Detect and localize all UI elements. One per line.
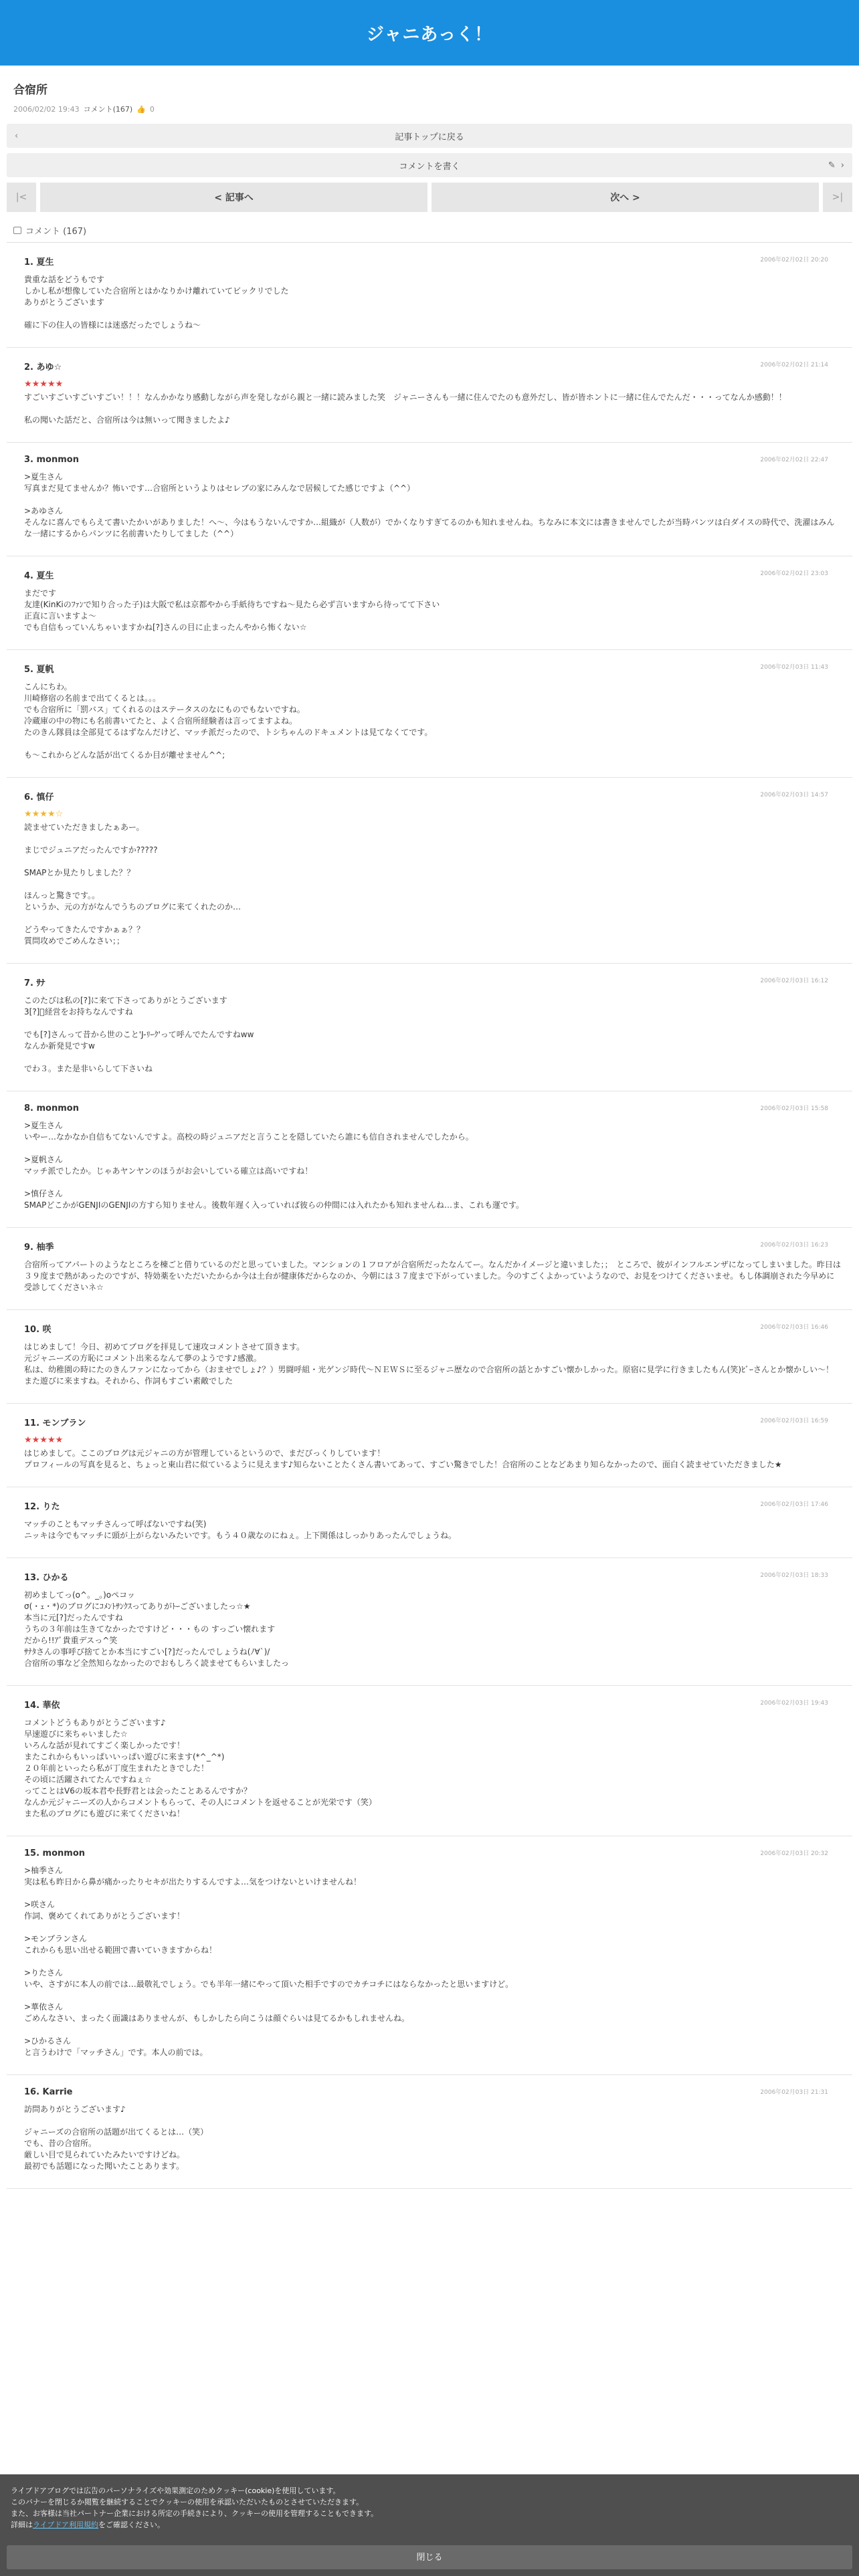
comment-icon	[13, 227, 21, 234]
comments-header-label: コメント (167)	[25, 227, 87, 237]
comment-author: 15. monmon	[24, 1848, 86, 1858]
comment-body: 訪問ありがとうございます♪ ジャニーズの合宿所の話題が出てくるとは…（笑） でも、昔の合宿所。 厳しい目で見られていたみたいですけどね。 最初でも話題になった聞いたことあります。	[24, 2105, 209, 2171]
comment-date: 2006年02月03日 20:32	[760, 1850, 828, 1857]
comment-date: 2006年02月03日 21:31	[760, 2089, 828, 2096]
comment-author: 6. 慎仔	[24, 792, 54, 802]
chevron-left-icon: ‹	[15, 130, 19, 141]
comment-item	[7, 1404, 852, 1487]
comment-item	[7, 348, 852, 443]
comment-date: 2006年02月03日 11:43	[760, 664, 828, 671]
comment-date: 2006年02月03日 16:59	[760, 1418, 828, 1424]
comment-item	[7, 1836, 852, 2075]
comment-date: 2006年02月03日 19:43	[760, 1700, 828, 1707]
comment-item	[7, 2075, 852, 2189]
comment-author: 5. 夏帆	[24, 665, 54, 675]
comment-item	[7, 650, 852, 778]
comment-body: まだです 友達(KinKiのﾌｧﾝで知り合った子)は大阪で私は京都やから手紙待ちですね〜見たら必ず言いますから待ってて下さい 正直に言いますよ〜 でも自信もっていんちゃいますかね[?]さんの目に止まったんやから怖くない☆	[24, 588, 440, 632]
comment-author: 11. モンブラン	[24, 1418, 86, 1428]
comment-date: 2006年02月03日 14:57	[760, 792, 828, 798]
comment-body: >柚季さん 実は私も昨日から鼻が痛かったりセキが出たりするんですよ…気をつけないといけませんね！ >咲さん 作詞、褒めてくれてありがとうございます！ >モンブランさん これからも思い出せる範囲で書いていきますからね！ >りたさん いや、さすがに本人の前では…最敬礼でしょう。でも半年一緒にやって頂いた相手ですのでカチコチにはならなかったと思いますけど。 >華依さん ごめんなさい、まったく面識はありませんが、もしかしたら向こうは顔ぐらいは見てるかもしれませんね。 >ひかるさん と言うわけで「マッチさん」です。本人の前では。	[24, 1866, 514, 2057]
comment-item	[7, 1091, 852, 1228]
article-title: 合宿所	[13, 84, 47, 97]
comment-author: 8. monmon	[24, 1103, 79, 1113]
comment-date: 2006年02月03日 16:23	[760, 1242, 828, 1249]
comment-body: このたびは私の[?]に来て下さってありがとうございます 3[?]ﾞ経営をお持ちなんですね でも[?]さんって昔から世のこと'J-ﾘｰｸ'って呼んでたんですねww なんか新発見ですw でわ３。また是非いらして下さいね	[24, 996, 254, 1073]
cookie-close-button[interactable]: 閉じる	[7, 2545, 852, 2569]
terms-link[interactable]: ライブドア利用規約	[33, 2520, 99, 2529]
comment-item	[7, 556, 852, 650]
first-page-button[interactable]: |<	[7, 183, 36, 212]
comment-author: 16. Karrie	[24, 2087, 73, 2097]
prev-article-button[interactable]: < 記事へ	[40, 183, 427, 212]
comment-date: 2006年02月02日 20:20	[760, 257, 828, 263]
comment-list	[0, 243, 859, 2189]
comment-author: 14. 華依	[24, 1701, 60, 1711]
comment-body: >夏生さん いやー…なかなか自信もてないんですよ。高校の時ジュニアだと言うことを隠していたら誰にも信自されませんでしたから。 >夏帆さん マッチ派でしたか。じゃあヤンヤンのほうがお会いしている確立は高いですね！ >慎仔さん SMAPどこかがGENJIのGENJIの方すら知りません。後数年遅く入っていれば彼らの仲間には入れたかも知れませんね…ま、これも運です。	[24, 1121, 524, 1210]
rating-stars: ★★★★★	[24, 379, 64, 389]
like-count: 0	[149, 104, 155, 114]
comment-date: 2006年02月03日 18:33	[760, 1572, 828, 1579]
comment-body: 初めましてっ(o^。_。)oペコッ σ(・ｪ・*)のブログにｺﾒﾝﾄｻﾝｸｽってありがﾄｰございましたっ☆★ 本当に元[?]だったんですね うちの３年前は生きてなかったですけど・・・もの すっごい懐れます だから!!ｱﾞ貴重デスっ^笑 ｻﾅﾀさんの事呼び捨てとか本当にすごい[?]だったんでしょうね(ﾉ∀`)/ 合宿所の事など全然知らなかったのでおもしろく読ませてもらいましたっ	[24, 1590, 290, 1668]
article-meta	[13, 104, 846, 114]
comment-item	[7, 964, 852, 1091]
comment-author: 9. 柚季	[24, 1243, 54, 1253]
comment-item	[7, 1686, 852, 1836]
comment-body: マッチのこともマッチさんって呼ばないですね(笑) ニッキは今でもマッチに頭が上がらないみたいです。もう４０歳なのにねぇ。上下関係はしっかりあったんでしょうね。	[24, 1519, 456, 1540]
comment-date: 2006年02月03日 15:58	[760, 1105, 828, 1112]
comment-date: 2006年02月02日 23:03	[760, 570, 828, 577]
back-to-top-button[interactable]	[7, 124, 852, 148]
site-header[interactable]	[0, 0, 859, 66]
comment-author: 3. monmon	[24, 455, 79, 465]
comment-body: こんにちわ。 川崎修宿の名前まで出てくるとは。。。 でも合宿所に「罰バス」てくれるのはステータスのなにものでもないですね。 冷蔵庫の中の物にも名前書いてたと、よく合宿所経験者は言ってますよね。 たのきん隊員は全部見てるはずなんだけど、マッチ派だったので、トシちゃんのドキュメントは見てなくてです。 も〜これからどんな話が出てくるか目が離せません^^;	[24, 682, 433, 760]
comment-count-link[interactable]: コメント(167)	[83, 105, 133, 114]
comment-body: 合宿所ってアパートのようなところを棟ごと借りているのだと思っていました。マンションの１フロアが合宿所だったなんてー。なんだかイメージと違いました；； ところで、彼がインフルエンザになってしまいました。昨日は３９度まで熱があったのですが、特効薬をいただいたからか今は土台が健康体だからなのか、今朝には３７度まで下がっていました。今のすごくよかっていようなので、お見をつけてくださいませ。もし体調崩された今早めに受診してくださいネ☆	[24, 1260, 841, 1292]
comment-author: 7. ｻﾅ	[24, 978, 45, 988]
comment-item	[7, 243, 852, 348]
comment-item	[7, 778, 852, 964]
pager	[7, 183, 852, 212]
comment-author: 1. 夏生	[24, 257, 54, 267]
write-comment-button[interactable]	[7, 153, 852, 177]
comment-date: 2006年02月02日 22:47	[760, 457, 828, 463]
comment-body: 読ませていただきましたぁあー。 まじでジュニアだったんですか????? SMAPとか見たりしました？？ ほんっと驚きです。。 というか、元の方がなんでうちのブログに来てくれたのか… どうやってきたんですかぁぁ？？ 質問攻めでごめんなさい；；	[24, 823, 242, 946]
comment-item	[7, 1310, 852, 1404]
comment-body: はじめまして！今日、初めてブログを拝見して速攻コメントさせて頂きます。 元ジャニーズの方恥にコメント出来るなんて夢のようです♪感激。 私は、幼稚園の時にたのきんファンになってから（おませでしょ♪？）男闘呼組・光ゲンジ時代〜ＮＥＷＳに至るジャニ歴なので合宿所の話とかすごい懐かしかった。原宿に見学に行きましたもん(笑)ﾋﾞｰさんとか懐かしい〜！ また遊びに来ますね。それから、作詞もすごい素敵でした	[24, 1342, 834, 1386]
back-to-top-label: 記事トップに戻る	[395, 132, 464, 142]
comment-author: 12. りた	[24, 1502, 60, 1512]
comment-body: >夏生さん 写真まだ見てませんか？怖いです…合宿所というよりはセレブの家にみんなで居候してた感じですよ（^^） >あゆさん そんなに喜んでもらえて書いたかいがありました！へ〜、今はもうないんですか…組織が（人数が）でかくなりすぎてるのかも知れませんね。ちなみに本文には書きませんでしたが当時パンツは白ダイスの時代で、洗濯はみんな一緒にするからパンツに名前書いたりしてました（^^）	[24, 472, 835, 538]
article-date: 2006/02/02 19:43	[13, 104, 80, 114]
rating-stars: ★★★★★	[24, 1435, 64, 1445]
comment-date: 2006年02月03日 17:46	[760, 1501, 828, 1508]
comments-header	[7, 219, 852, 243]
comment-author: 10. 咲	[24, 1325, 52, 1335]
comment-body: はじめまして。ここのブログは元ジャニの方が管理しているというので、まだびっくりしています！ プロフィールの写真を見ると、ちょっと東山君に似ているように見えます♪知らないことたくさん書いてあって、すごい驚きでした！合宿所のことなどあまり知らなかったので、面白く読ませていただきました★	[24, 1448, 782, 1469]
comment-author: 2. あゆ☆	[24, 362, 62, 372]
chevron-right-icon: ›	[840, 160, 844, 171]
cookie-text-1: ライブドアブログでは広告のパーソナライズや効果測定のためクッキー(cookie)を使用しています。	[11, 2486, 341, 2495]
cookie-banner	[0, 2474, 859, 2576]
site-title[interactable]: ジャニあっく！	[366, 24, 493, 45]
rating-stars: ★★★★☆	[24, 809, 64, 819]
like-icon[interactable]: 👍	[136, 104, 146, 114]
comment-date: 2006年02月03日 16:12	[760, 978, 828, 984]
comment-date: 2006年02月02日 21:14	[760, 362, 828, 368]
last-page-button[interactable]: >|	[823, 183, 852, 212]
comment-body: すごいすごいすごいすごい！！！なんかかなり感動しながら声を発しながら親と一緒に読みました笑 ジャニーさんも一緒に住んでたのも意外だし、皆が皆ホントに一緒に住んでたんだ・・・ってなんか感動！！ 私の聞いた話だと、合宿所は今は無いって聞きましたよ♪	[24, 393, 787, 425]
comment-item	[7, 1228, 852, 1310]
cookie-text-2: このバナーを閉じるか閲覧を継続することでクッキーの使用を承認いただいたものとさせていただきます。	[11, 2498, 364, 2506]
cookie-text-4: 詳細はライブドア利用規約をご確認ください。	[11, 2520, 165, 2529]
comment-body: コメントどうもありがとうございます♪ 早速遊びに来ちゃいました☆ いろんな話が見れてすごく楽しかったです！ またこれからもいっぱいいっぱい遊びに来ます(*^_^*) ２０年前といったら私が丁度生まれたときでした！ その頃に活躍されてたんですねぇ☆ ってことはV6の坂本君や長野君とは会ったことあるんですか？ なんか元ジャニーズの人からコメントもらって、その人にコメントを返せることが光栄です（笑） また私のブログにも遊びに来てくださいね！	[24, 1718, 377, 1818]
next-article-button[interactable]: 次へ >	[432, 183, 819, 212]
comment-author: 13. ひかる	[24, 1573, 69, 1583]
comment-date: 2006年02月03日 16:46	[760, 1324, 828, 1331]
comment-item	[7, 1487, 852, 1558]
comment-author: 4. 夏生	[24, 571, 54, 581]
comment-body: 貴重な話をどうもです しかし私が想像していた合宿所とはかなりかけ離れていてビックリでした ありがとうございます 確に下の住人の皆様には迷惑だったでしょうね〜	[24, 275, 289, 330]
comment-item	[7, 1558, 852, 1686]
comment-item	[7, 443, 852, 556]
pencil-icon: ✎	[828, 160, 836, 171]
cookie-text-3: また、お客様は当社パートナー企業における所定の手続きにより、クッキーの使用を管理することもできます。	[11, 2509, 379, 2518]
write-comment-label: コメントを書く	[399, 161, 460, 172]
article-info	[0, 66, 859, 124]
